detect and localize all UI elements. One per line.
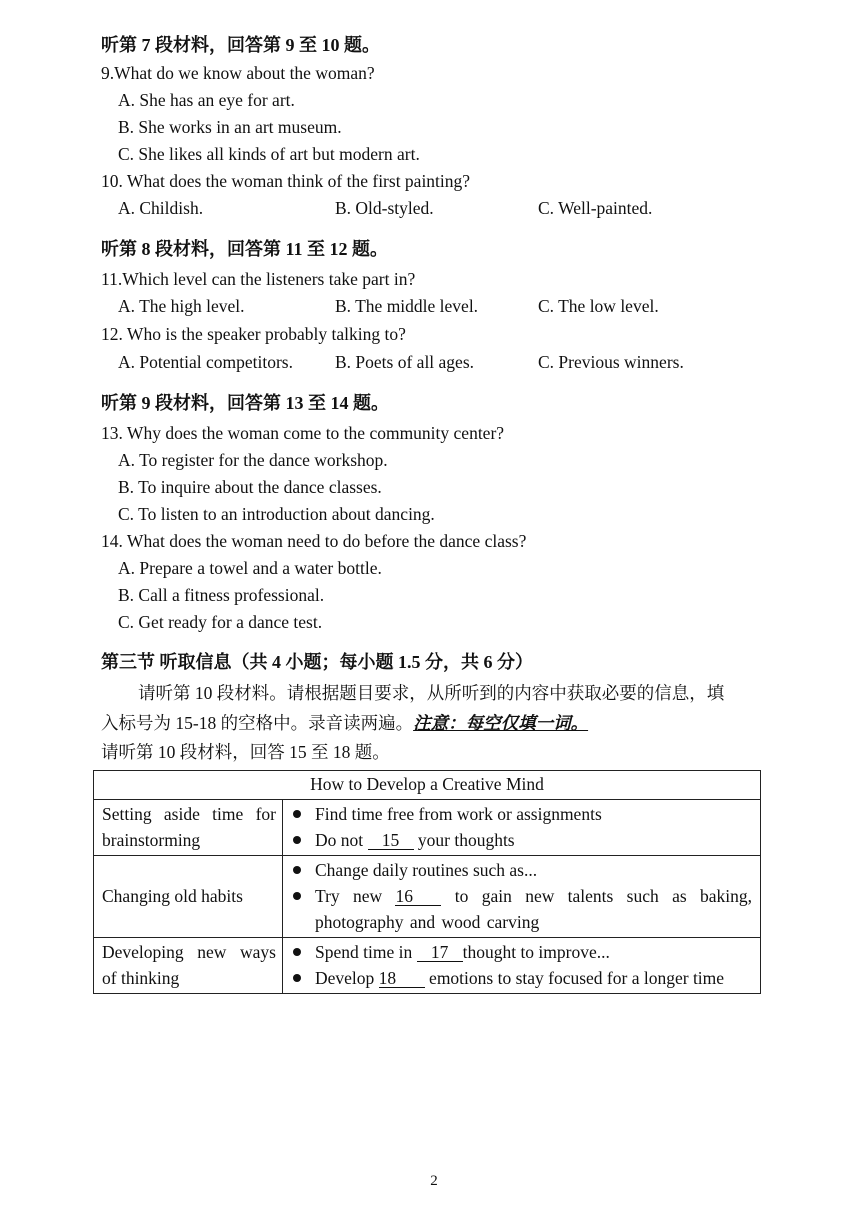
bullet-text-post: emotions to stay focused for a longer time (429, 968, 725, 988)
option-11a: A. The high level. (118, 296, 245, 316)
table-title-row (94, 771, 761, 800)
bullet-text (315, 965, 724, 991)
row-content (283, 800, 761, 856)
blank-15: 15 (368, 831, 414, 850)
row-label-text: Changing old habits (102, 886, 243, 906)
question-11: 11.Which level can the listeners take part in? (101, 269, 416, 289)
bullet-icon (293, 836, 301, 844)
blank-18: 18 (379, 969, 425, 988)
question-13: 13. Why does the woman come to the community center? (101, 423, 505, 443)
section-heading-7: 听第 7 段材料，回答第 9 至 10 题。 (101, 35, 380, 55)
table-row (94, 856, 761, 938)
option-14c: C. Get ready for a dance test. (118, 612, 323, 632)
bullet-item (293, 857, 752, 883)
info-table (93, 770, 761, 994)
question-12: 12. Who is the speaker probably talking to? (101, 324, 406, 344)
part3-instruction-line2 (101, 712, 588, 734)
bullet-text (315, 883, 752, 935)
bullet-icon (293, 974, 301, 982)
part3-instruction-text: 入标号为 15-18 的空格中。录音读两遍。 (101, 713, 414, 733)
option-12a: A. Potential competitors. (118, 352, 293, 372)
option-14b: B. Call a fitness professional. (118, 585, 325, 605)
bullet-text-post: to gain new talents such as baking, photography and wood carving (315, 886, 752, 932)
bullet-icon (293, 866, 301, 874)
blank-17: 17 (417, 943, 463, 962)
bullet-icon (293, 948, 301, 956)
bullet-text-pre: Do not (315, 830, 364, 850)
bullet-icon (293, 892, 301, 900)
question-9: 9.What do we know about the woman? (101, 63, 375, 83)
bullet-text-pre: Try new (315, 886, 383, 906)
blank-16: 16 (395, 887, 441, 906)
section-heading-9: 听第 9 段材料，回答第 13 至 14 题。 (101, 393, 389, 413)
table-row (94, 800, 761, 856)
bullet-text-pre: Spend time in (315, 942, 413, 962)
part3-instruction-line1: 请听第 10 段材料。请根据题目要求，从所听到的内容中获取必要的信息，填 (138, 683, 725, 703)
question-14: 14. What does the woman need to do before the dance class? (101, 531, 527, 551)
option-12c: C. Previous winners. (538, 352, 684, 372)
row-content (283, 938, 761, 994)
bullet-item (293, 883, 752, 935)
bullet-text-post: your thoughts (417, 830, 515, 850)
bullet-item (293, 827, 752, 853)
bullet-item (293, 801, 752, 827)
bullet-text-post: thought to improve... (462, 942, 610, 962)
option-13b: B. To inquire about the dance classes. (118, 477, 382, 497)
option-11c: C. The low level. (538, 296, 659, 316)
question-10: 10. What does the woman think of the first painting? (101, 171, 471, 191)
option-10b: B. Old-styled. (335, 198, 434, 218)
option-9b: B. She works in an art museum. (118, 117, 342, 137)
row-content (283, 856, 761, 938)
option-14a: A. Prepare a towel and a water bottle. (118, 558, 382, 578)
option-10a: A. Childish. (118, 198, 204, 218)
row-label-text: Developing new ways of thinking (102, 942, 276, 988)
table-title: How to Develop a Creative Mind (94, 771, 761, 800)
bullet-text (315, 827, 515, 853)
bullet-text: Find time free from work or assignments (315, 804, 602, 824)
option-9a: A. She has an eye for art. (118, 90, 295, 110)
bullet-item (293, 939, 752, 965)
part3-instruction-line3: 请听第 10 段材料，回答 15 至 18 题。 (101, 742, 390, 762)
bullet-text: Change daily routines such as... (315, 860, 538, 880)
option-9c: C. She likes all kinds of art but modern art. (118, 144, 420, 164)
table-row (94, 938, 761, 994)
bullet-text (315, 939, 610, 965)
bullet-item (293, 965, 752, 991)
option-13a: A. To register for the dance workshop. (118, 450, 388, 470)
option-11b: B. The middle level. (335, 296, 479, 316)
row-label-text: Setting aside time for brainstorming (102, 804, 276, 850)
row-label (94, 938, 283, 994)
bullet-icon (293, 810, 301, 818)
option-12b: B. Poets of all ages. (335, 352, 475, 372)
bullet-text-pre: Develop (315, 968, 375, 988)
option-13c: C. To listen to an introduction about dancing. (118, 504, 435, 524)
page-number: 2 (430, 1173, 438, 1189)
section-heading-8: 听第 8 段材料，回答第 11 至 12 题。 (101, 239, 389, 259)
part3-note: 注意：每空仅填一词。 (413, 713, 589, 733)
row-label (94, 856, 283, 938)
option-10c: C. Well-painted. (538, 198, 653, 218)
part3-heading: 第三节 听取信息（共 4 小题；每小题 1.5 分，共 6 分） (101, 652, 533, 672)
row-label (94, 800, 283, 856)
